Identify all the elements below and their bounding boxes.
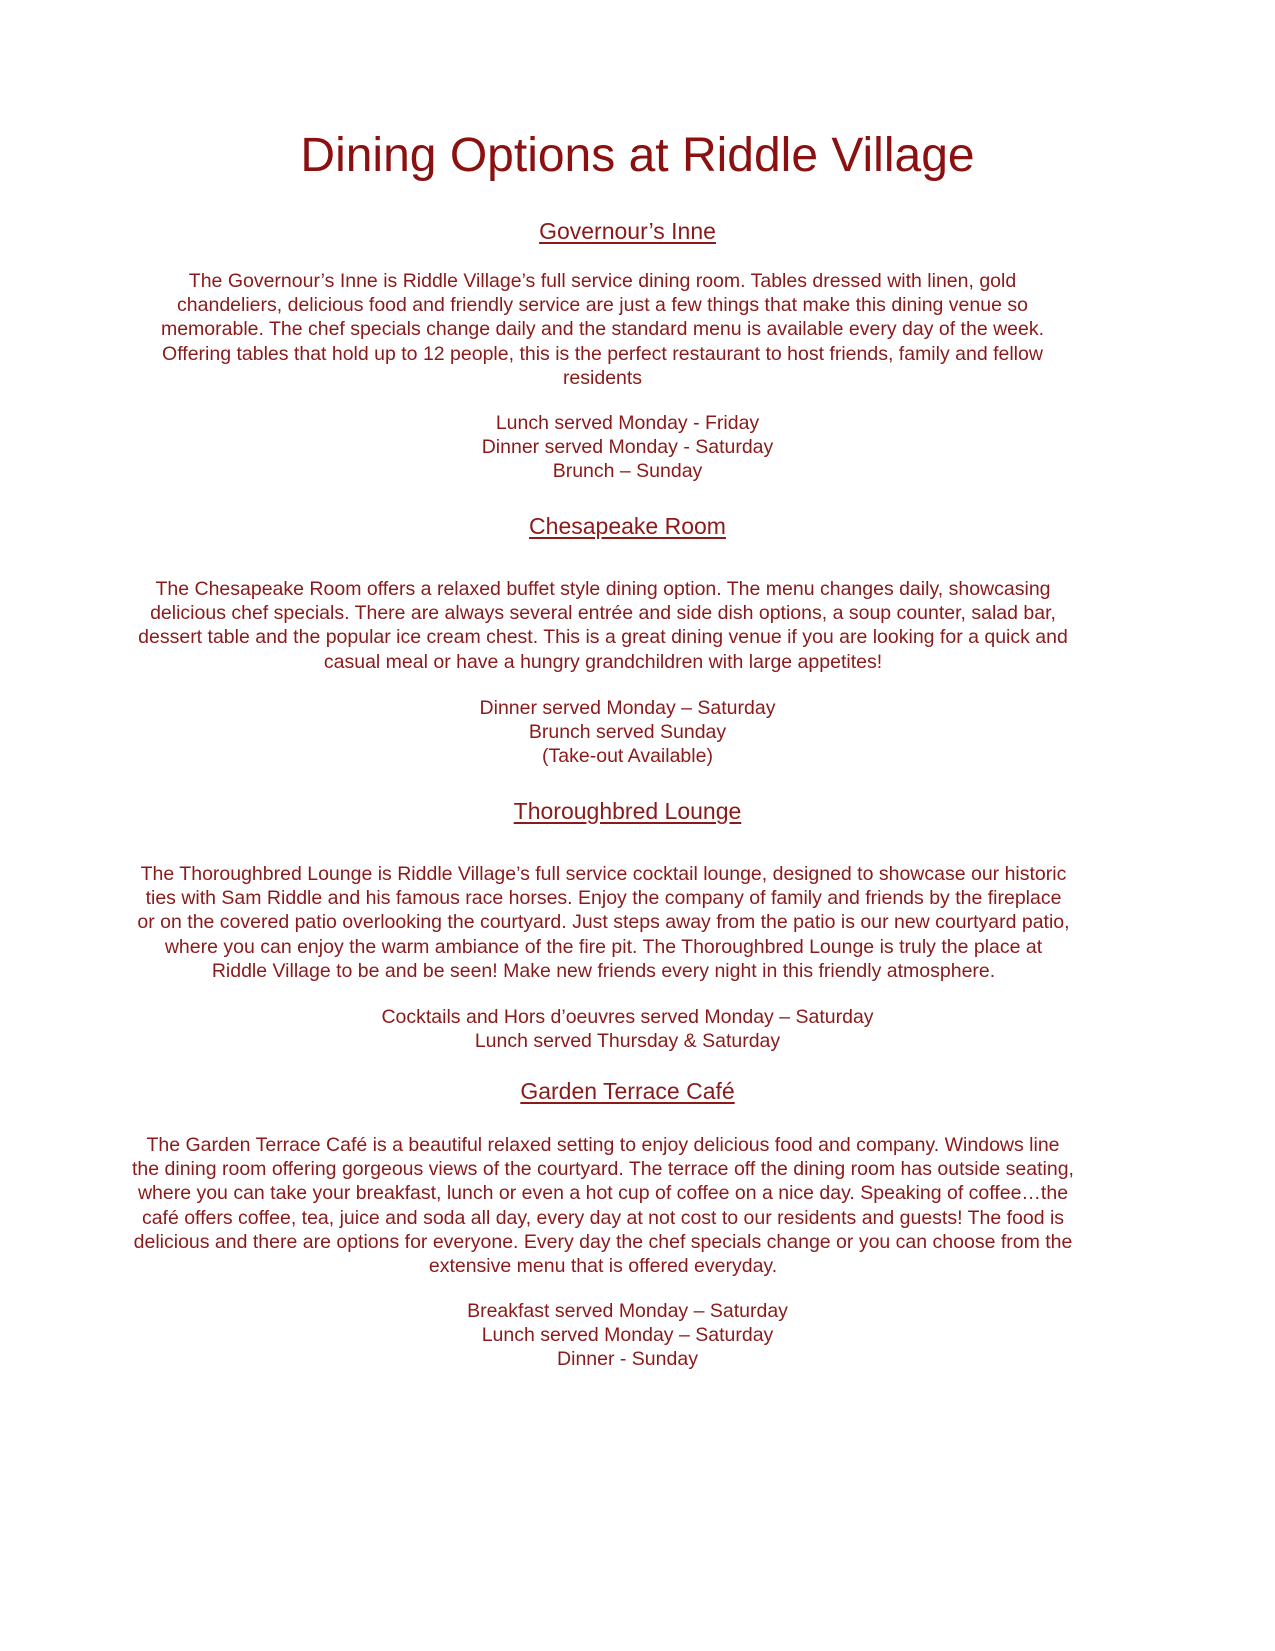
- section-description-garden-terrace-cafe: The Garden Terrace Café is a beautiful relaxed setting to enjoy delicious food and company. Windows line the dining room offering gorgeous views of the courtyard. The terrace off the dining room has outside seating, where you can take your breakfast, lunch or even a hot cup of coffee on a nice day. Speaking of coffee…the café offers coffee, tea, juice and soda all day, every day at not cost to our residents and guests! The food is delicious and there are options for everyone. Every day the chef specials change or you can choose from the extensive menu that is offered everyday.: [132, 1134, 1074, 1278]
- hours-line: Dinner - Sunday: [557, 1348, 698, 1371]
- section-description-chesapeake-room: The Chesapeake Room offers a relaxed buffet style dining option. The menu changes daily, showcasing delicious chef specials. There are always several entrée and side dish options, a soup counter, salad bar, dessert table and the popular ice cream chest. This is a great dining venue if you are looking for a quick and casual meal or have a hungry grandchildren with large appetites!: [138, 578, 1068, 673]
- hours-line: (Take-out Available): [542, 745, 713, 768]
- page-title: Dining Options at Riddle Village: [300, 129, 975, 182]
- hours-line: Lunch served Monday – Saturday: [481, 1324, 774, 1347]
- section-description-thoroughbred-lounge: The Thoroughbred Lounge is Riddle Village’s full service cocktail lounge, designed to showcase our historic ties with Sam Riddle and his famous race horses. Enjoy the company of family and friends by the fireplace or on the covered patio overlooking the courtyard. Just steps away from the patio is our new courtyard patio, where you can enjoy the warm ambiance of the fire pit. The Thoroughbred Lounge is truly the place at Riddle Village to be and be seen! Make new friends every night in this friendly atmosphere.: [137, 863, 1070, 982]
- section-heading-governours-inne: Governour’s Inne: [539, 218, 716, 244]
- hours-line: Cocktails and Hors d’oeuvres served Monday – Saturday: [381, 1006, 874, 1028]
- section-description-governours-inne: The Governour’s Inne is Riddle Village’s full service dining room. Tables dressed with linen, gold chandeliers, delicious food and friendly service are just a few things that make this dining venue so memorable. The chef specials change daily and the standard menu is available every day of the week. Offering tables that hold up to 12 people, this is the perfect restaurant to host friends, family and fellow residents: [160, 270, 1045, 389]
- hours-line: Dinner served Monday - Saturday: [481, 436, 774, 459]
- hours-line: Breakfast served Monday – Saturday: [467, 1300, 788, 1322]
- section-heading-chesapeake-room: Chesapeake Room: [529, 513, 726, 539]
- section-hours-thoroughbred-lounge: [0, 1005, 1255, 1053]
- hours-line: Brunch served Sunday: [528, 721, 727, 744]
- hours-line: Lunch served Monday - Friday: [495, 412, 760, 434]
- section-hours-governours-inne: [0, 411, 1255, 484]
- section-hours-chesapeake-room: [0, 696, 1255, 769]
- section-heading-thoroughbred-lounge: Thoroughbred Lounge: [513, 798, 742, 824]
- hours-line: Lunch served Thursday & Saturday: [474, 1030, 781, 1053]
- section-heading-garden-terrace-cafe: Garden Terrace Café: [520, 1078, 735, 1104]
- section-hours-garden-terrace-cafe: [0, 1299, 1255, 1372]
- hours-line: Dinner served Monday – Saturday: [479, 697, 776, 719]
- hours-line: Brunch – Sunday: [552, 460, 703, 483]
